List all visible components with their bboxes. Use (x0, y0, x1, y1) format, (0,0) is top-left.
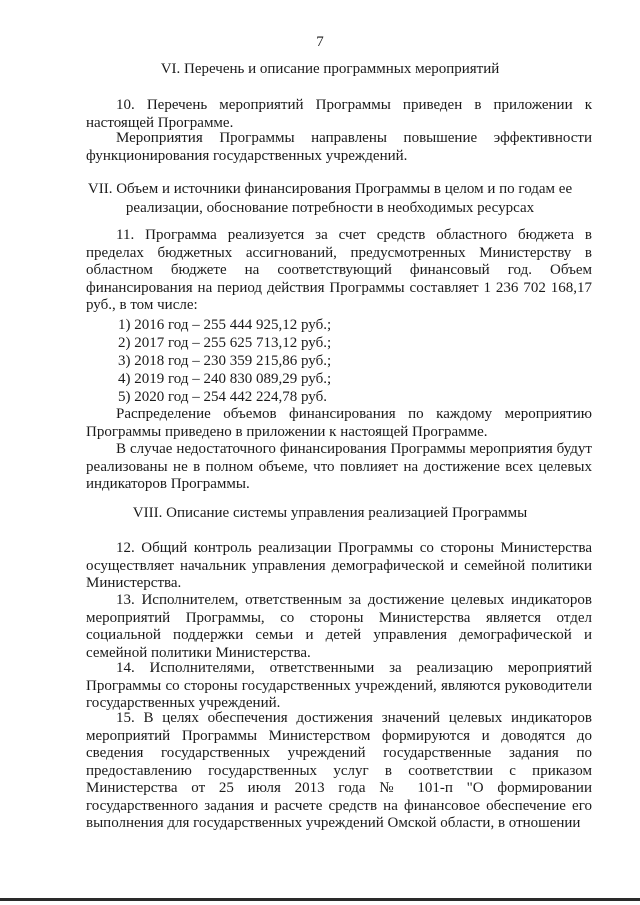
page-number: 7 (316, 34, 324, 50)
paragraph-11: 11. Программа реализуется за счет средств областного бюджета в пределах бюджетных ассигнований, предусмотренных Министерству в областном бюджете на соответствующий финансовый год. Объем финансирования на период действия Программы составляет 1 236 702 168,17 руб., в том числе: (86, 227, 592, 313)
paragraph-15: 15. В целях обеспечения достижения значений целевых индикаторов мероприятий Программы Министерством формируются и доводятся до сведения государственных учреждений государственные задания по предоставлению государственных услуг в соответствии с приказом Министерства от 25 июля 2013 года № 101-п "О формировании государственного задания и расчете средств на финансовое обеспечение его выполнения для государственных учреждений Омской области, в отношении (86, 710, 592, 831)
paragraph-programme-aim: Мероприятия Программы направлены повышение эффективности функционирования государственных учреждений. (86, 130, 592, 164)
paragraph-funding-distribution: Распределение объемов финансирования по каждому мероприятию Программы приведено в приложении к настоящей Программе. (86, 406, 592, 440)
paragraph-12: 12. Общий контроль реализации Программы со стороны Министерства осуществляет начальник управления демографической и семейной политики Министерства. (86, 540, 592, 591)
funding-year-2020: 5) 2020 год – 254 442 224,78 руб. (118, 389, 327, 405)
paragraph-funding-shortfall: В случае недостаточного финансирования Программы мероприятия будут реализованы не в полном объеме, что повлияет на достижение всех целевых индикаторов Программы. (86, 441, 592, 492)
paragraph-10: 10. Перечень мероприятий Программы приведен в приложении к настоящей Программе. (86, 97, 592, 131)
paragraph-13: 13. Исполнителем, ответственным за достижение целевых индикаторов мероприятий Программы, со стороны Министерства является отдел социальной поддержки семьи и детей управления демографической и семейной политики Министерства. (86, 592, 592, 661)
funding-year-2019: 4) 2019 год – 240 830 089,29 руб.; (118, 371, 332, 387)
paragraph-14: 14. Исполнителями, ответственными за реализацию мероприятий Программы со стороны государственных учреждений, являются руководители государственных учреждений. (86, 660, 592, 711)
funding-year-2017: 2) 2017 год – 255 625 713,12 руб.; (118, 335, 332, 351)
funding-year-2018: 3) 2018 год – 230 359 215,86 руб.; (118, 353, 332, 369)
section-7-heading: VII. Объем и источники финансирования Программы в целом и по годам ее реализации, обоснование потребности в необходимых ресурсах (87, 181, 573, 216)
scan-bottom-edge (0, 898, 640, 901)
funding-year-2016: 1) 2016 год – 255 444 925,12 руб.; (118, 317, 332, 333)
section-8-heading: VIII. Описание системы управления реализацией Программы (132, 505, 528, 521)
section-6-heading: VI. Перечень и описание программных мероприятий (160, 61, 500, 77)
